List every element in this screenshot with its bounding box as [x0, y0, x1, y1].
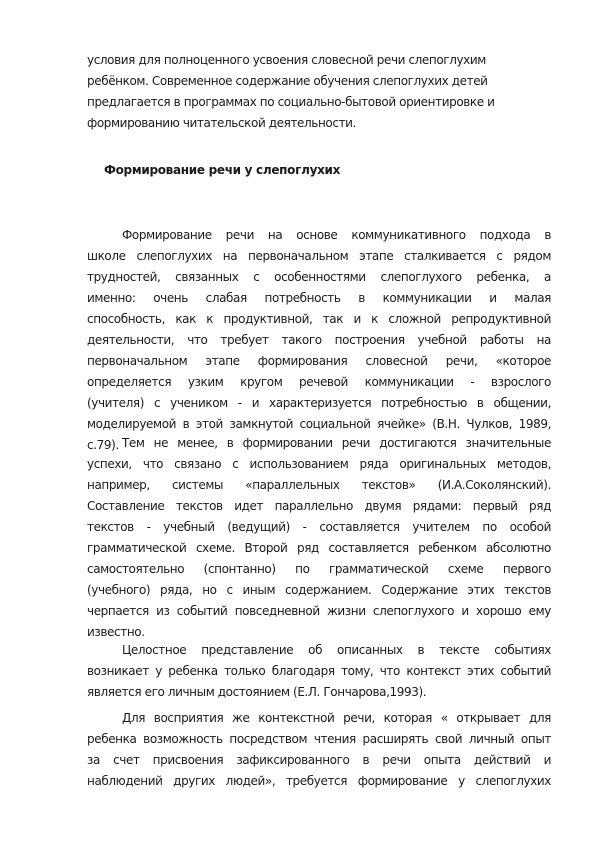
text-line: определяется узким кругом речевой коммуникации - взрослого [87, 375, 551, 389]
text-line: (учителя) с учеником - и характеризуется потребностью в общении, [87, 396, 551, 410]
text-line: моделируемой в этой замкнутой социальной ячейке» (В.Н. Чулков, 1989, [87, 417, 551, 431]
text-line: именно: очень слабая потребность в коммуникации и малая [87, 291, 551, 305]
text-line: Составление текстов идет параллельно двумя рядами: первый ряд [87, 499, 551, 513]
text-line: является его личным достоянием (Е.Л. Гончарова,1993). [87, 685, 427, 699]
text-line: школе слепоглухих на первоначальном этапе сталкивается с рядом [87, 249, 551, 263]
section-heading: Формирование речи у слепоглухих [104, 163, 341, 177]
text-line: успехи, что связано с использованием ряда оригинальных методов, [87, 457, 551, 471]
text-line: ребёнком. Современное содержание обучения слепоглухих детей [87, 74, 488, 88]
text-line: Для восприятия же контекстной речи, которая « открывает для [122, 711, 551, 725]
text-line: известно. [87, 625, 145, 639]
text-line: способность, как к продуктивной, так и к сложной репродуктивной [87, 312, 551, 326]
text-line: Целостное представление об описанных в тексте событиях [122, 643, 551, 657]
text-line: с.79). [87, 438, 119, 452]
text-line: условия для полноценного усвоения словесной речи слепоглухим [87, 53, 486, 67]
text-line: предлагается в программах по социально-бытовой ориентировке и [87, 95, 495, 109]
text-line: черпается из событий повседневной жизни слепоглухого и хорошо ему [87, 604, 551, 618]
text-line: формированию читательской деятельности. [87, 116, 356, 130]
text-line: текстов - учебный (ведущий) - составляется учителем по особой [87, 520, 551, 534]
text-line: трудностей, связанных с особенностями слепоглухого ребенка, а [87, 270, 551, 284]
text-line: самостоятельно (спонтанно) по грамматической схеме первого [87, 562, 551, 576]
text-line: возникает у ребенка только благодаря тому, что контекст этих событий [87, 664, 551, 678]
text-line: грамматической схеме. Второй ряд составляется ребенком абсолютно [87, 541, 551, 555]
text-line: деятельности, что требует такого построения учебной работы на [87, 333, 551, 347]
text-line: (учебного) ряда, но с иным содержанием. Содержание этих текстов [87, 583, 551, 597]
text-line: первоначальном этапе формирования словесной речи, «которое [87, 354, 551, 368]
text-line: Формирование речи на основе коммуникативного подхода в [122, 228, 551, 242]
text-line: ребенка возможность посредством чтения расширять свой личный опыт [87, 732, 551, 746]
text-line: наблюдений других людей», требуется формирование у слепоглухих [87, 774, 551, 788]
text-line: Тем не менее, в формировании речи достигаются значительные [122, 436, 551, 450]
text-line: за счет присвоения зафиксированного в речи опыта действий и [87, 753, 551, 767]
text-line: например, системы «параллельных текстов» (И.А.Соколянский). [87, 478, 551, 492]
